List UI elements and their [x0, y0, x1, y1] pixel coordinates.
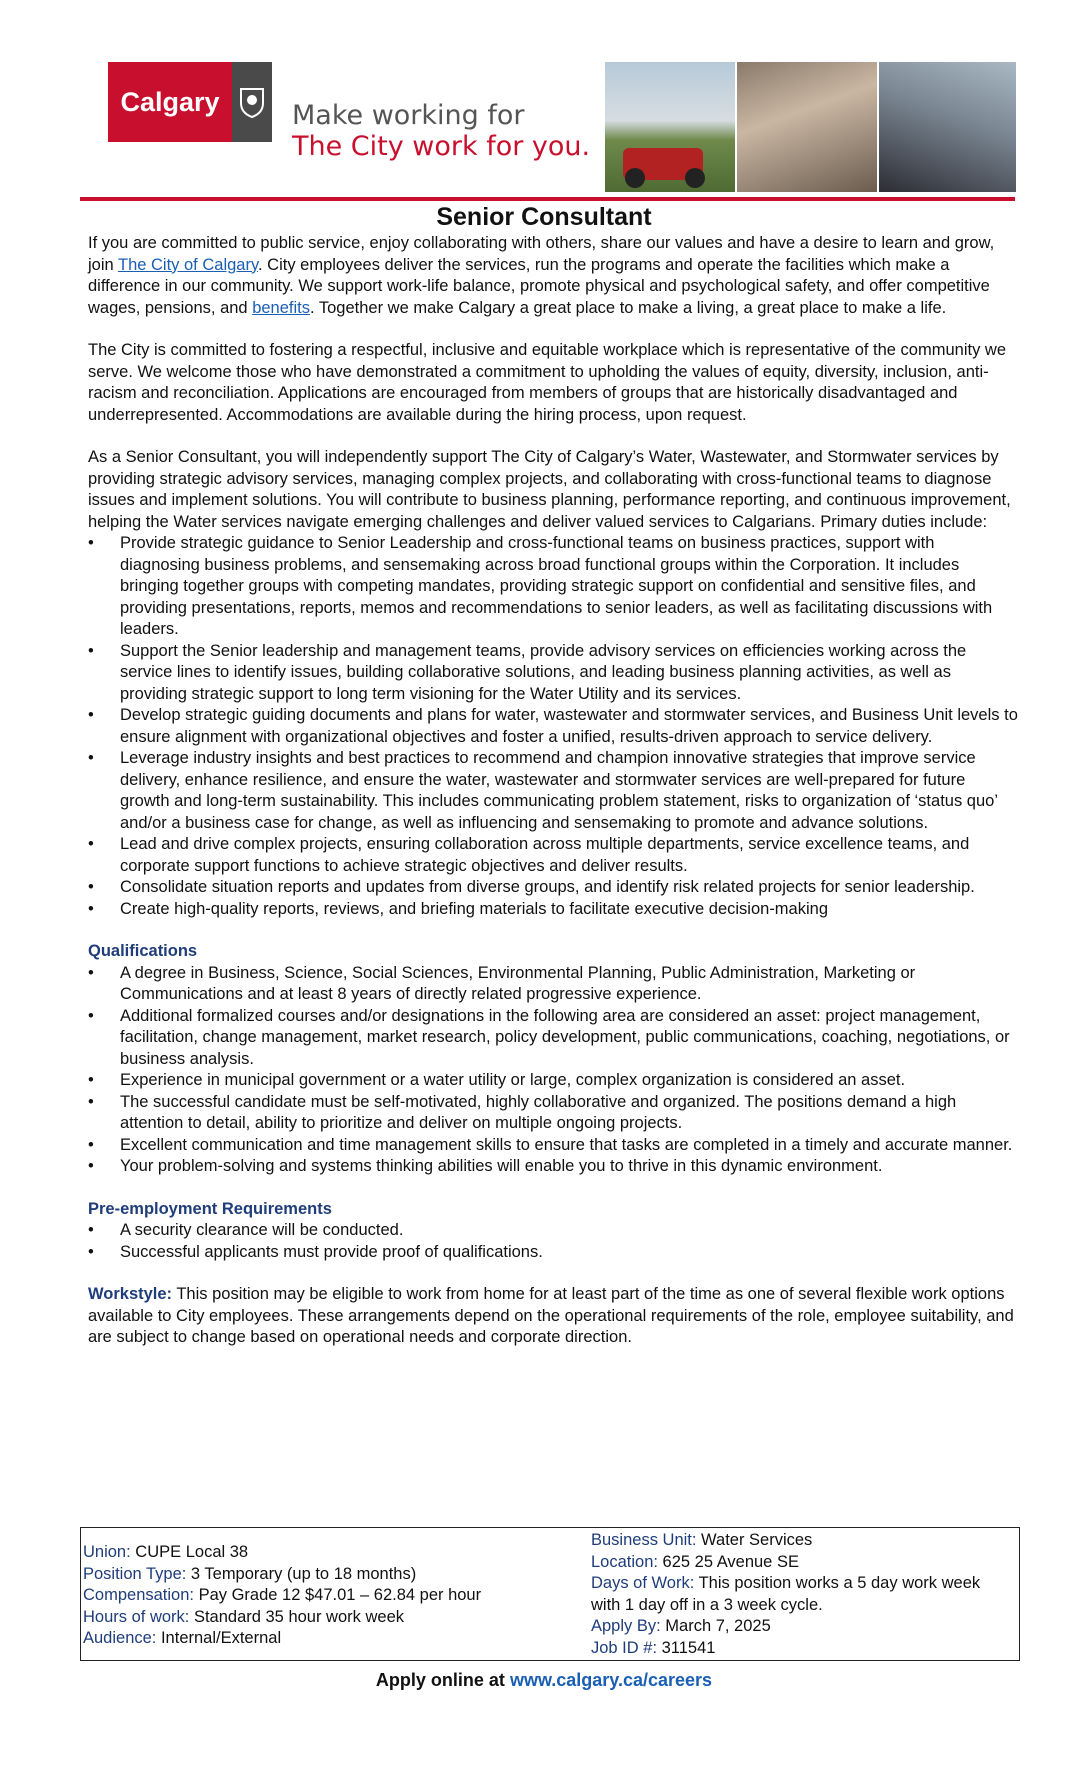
pre-employment-list	[88, 1220, 1018, 1263]
list-item: • Support the Senior leadership and management teams, provide advisory services on efficiencies working across the service lines to identify issues, building collaborative solutions, and leading business planning activities, as well as providing strategic support to long term visioning for the Water Utility and its services.	[88, 641, 1018, 706]
list-item: • A security clearance will be conducted.	[88, 1220, 1018, 1242]
list-item: • Excellent communication and time management skills to ensure that tasks are completed in a timely and accurate manner.	[88, 1135, 1018, 1157]
careers-link[interactable]: www.calgary.ca/careers	[509, 1670, 713, 1690]
list-item: • Develop strategic guiding documents and plans for water, wastewater and stormwater services, and Business Unit levels to ensure alignment with organizational objectives and foster a unified, results-driven approach to service delivery.	[88, 705, 1018, 748]
job-description	[88, 233, 1018, 1349]
qualifications-list	[88, 963, 1018, 1178]
header-banner	[108, 62, 1016, 202]
benefits-link[interactable]: benefits	[252, 298, 310, 317]
job-details-left	[83, 1542, 583, 1650]
city-of-calgary-link[interactable]: The City of Calgary	[117, 255, 258, 274]
detail-hours: Hours of work: Standard 35 hour work week	[83, 1607, 404, 1626]
pre-employment-heading: Pre-employment Requirements	[88, 1199, 332, 1218]
detail-location: Location: 625 25 Avenue SE	[591, 1552, 799, 1571]
list-item: • Lead and drive complex projects, ensuring collaboration across multiple departments, service excellence teams, and corporate support functions to achieve strategic objectives and deliver results.	[88, 834, 1018, 877]
list-item: • A degree in Business, Science, Social Sciences, Environmental Planning, Public Administration, Marketing or Communications and at least 8 years of directly related progressive experience.	[88, 963, 1018, 1006]
detail-days-of-work: Days of Work: This position works a 5 day work week with 1 day off in a 3 week cycle.	[591, 1574, 981, 1614]
mower-photo	[605, 62, 735, 192]
calgary-logo	[108, 62, 272, 142]
detail-apply-by: Apply By: March 7, 2025	[591, 1617, 771, 1635]
tagline-line-1: Make working for	[292, 100, 525, 131]
duties-list	[88, 533, 1018, 920]
logo-wordmark: Calgary	[108, 62, 232, 142]
workstyle-paragraph: Workstyle: This position may be eligible to work from home for at least part of the time as one of several flexible work options available to City employees. These arrangements depend on the operational requirements of the role, employee suitability, and are subject to change based on operational needs and corporate direction.	[88, 1285, 1014, 1346]
qualifications-heading: Qualifications	[88, 942, 198, 960]
bus-driver-photo	[879, 62, 1016, 192]
apply-online: Apply online at www.calgary.ca/careers	[375, 1670, 713, 1690]
header-photos	[605, 62, 1016, 192]
header-divider	[80, 197, 1015, 201]
list-item: • Successful applicants must provide proof of qualifications.	[88, 1242, 1018, 1264]
list-item: • Consolidate situation reports and updates from diverse groups, and identify risk related projects for senior leadership.	[88, 877, 1018, 899]
list-item: • Provide strategic guidance to Senior Leadership and cross-functional teams on business practices, support with diagnosing business problems, and sensemaking across broad functional groups within the Corporation. It includes bringing together groups with competing mandates, providing strategic support on confidential and sensitive files, and providing presentations, reports, memos and recommendations to senior leaders, as well as facilitating discussions with leaders.	[88, 533, 1018, 641]
detail-audience: Audience: Internal/External	[83, 1629, 282, 1647]
detail-business-unit: Business Unit: Water Services	[591, 1531, 813, 1549]
list-item: • Your problem-solving and systems thinking abilities will enable you to thrive in this dynamic environment.	[88, 1156, 1018, 1178]
list-item: • Additional formalized courses and/or designations in the following area are considered an asset: project management, facilitation, change management, market research, policy development, public communications, coaching, negotiations, or business analysis.	[88, 1006, 1018, 1071]
detail-position-type: Position Type: 3 Temporary (up to 18 months)	[83, 1564, 417, 1583]
crest-icon	[232, 62, 272, 142]
tagline-line-2: The City work for you.	[292, 131, 591, 162]
list-item: • Experience in municipal government or a water utility or large, complex organization is considered an asset.	[88, 1070, 1018, 1092]
detail-compensation: Compensation: Pay Grade 12 $47.01 – 62.84 per hour	[83, 1586, 482, 1604]
inclusion-paragraph: The City is committed to fostering a respectful, inclusive and equitable workplace which is representative of the community we serve. We welcome those who have demonstrated a commitment to upholding the values of equity, diversity, inclusion, anti-racism and reconciliation. Applications are encouraged from members of groups that are historically disadvantaged and underrepresented. Accommodations are available during the hiring process, upon request.	[88, 341, 1007, 424]
tagline	[292, 100, 590, 162]
workstyle-label: Workstyle:	[88, 1285, 173, 1303]
list-item: • Create high-quality reports, reviews, and briefing materials to facilitate executive decision-making	[88, 899, 1018, 921]
office-workers-photo	[737, 62, 877, 192]
job-details-box	[80, 1527, 1020, 1661]
role-intro: As a Senior Consultant, you will independently support The City of Calgary’s Water, Wastewater, and Stormwater services by providing strategic advisory services, managing complex projects, and collaborating with cross-functional teams to diagnose issues and implement solutions. You will contribute to business planning, performance reporting, and continuous improvement, helping the Water services navigate emerging challenges and deliver valued services to Calgarians. Primary duties include:	[88, 448, 1011, 531]
intro-paragraph: If you are committed to public service, enjoy collaborating with others, share our values and have a desire to learn and grow, join The City of Calgary. City employees deliver the services, run the programs and operate the facilities which make a difference in our community. We support work-life balance, promote physical and psychological safety, and offer competitive wages, pensions, and benefits. Together we make Calgary a great place to make a living, a great place to make a life.	[88, 234, 995, 317]
job-details-right	[591, 1530, 1011, 1659]
list-item: • The successful candidate must be self-motivated, highly collaborative and organized. The positions demand a high attention to detail, ability to prioritize and deliver on multiple ongoing projects.	[88, 1092, 1018, 1135]
page-title: Senior Consultant	[436, 203, 652, 231]
detail-job-id: Job ID #: 311541	[591, 1638, 716, 1657]
detail-union: Union: CUPE Local 38	[83, 1543, 249, 1561]
list-item: • Leverage industry insights and best practices to recommend and champion innovative strategies that improve service delivery, enhance resilience, and ensure the water, wastewater and stormwater services are well-prepared for future growth and long-term sustainability. This includes communicating problem statement, risks to organization of ‘status quo’ and/or a business case for change, as well as influencing and sensemaking to promote and advance solutions.	[88, 748, 1018, 834]
